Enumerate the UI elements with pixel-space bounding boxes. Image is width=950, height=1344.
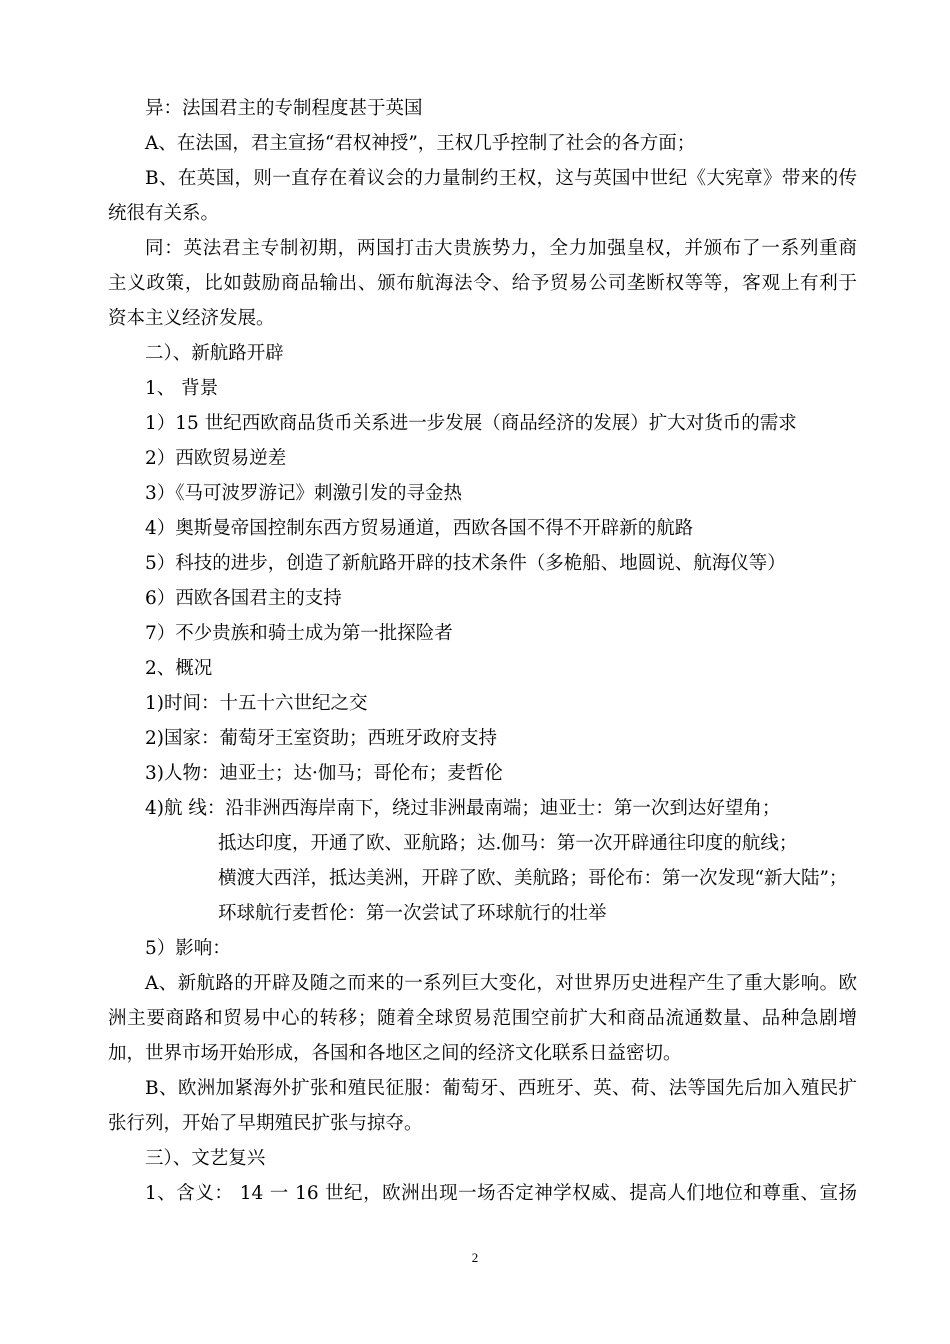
list-item: 2)国家：葡萄牙王室资助；西班牙政府支持 <box>145 728 497 749</box>
text-line: 张行列，开始了早期殖民扩张与掠夺。 <box>108 1113 423 1134</box>
list-item: 1）15 世纪西欧商品货币关系进一步发展（商品经济的发展）扩大对货币的需求 <box>145 413 797 434</box>
list-item: 2）西欧贸易逆差 <box>145 448 287 469</box>
text-line: 异：法国君主的专制程度甚于英国 <box>145 98 423 119</box>
list-item: 3）《马可波罗游记》刺激引发的寻金热 <box>145 483 463 504</box>
section-heading: 二）、新航路开辟 <box>145 343 284 364</box>
text-line: A、新航路的开辟及随之而来的一系列巨大变化，对世界历史进程产生了重大影响。欧 <box>145 973 857 994</box>
text-line: B、欧洲加紧海外扩张和殖民征服：葡萄牙、西班牙、英、荷、法等国先后加入殖民扩 <box>145 1078 857 1099</box>
subsection-heading: 2、概况 <box>145 658 213 679</box>
section-heading: 三）、文艺复兴 <box>145 1148 266 1169</box>
text-line: 加，世界市场开始形成，各国和各地区之间的经济文化联系日益密切。 <box>108 1043 682 1064</box>
list-item: 1)时间：十五十六世纪之交 <box>145 693 368 714</box>
list-item: 7）不少贵族和骑士成为第一批探险者 <box>145 623 453 644</box>
page-number: 2 <box>471 1250 479 1265</box>
list-item: 4）奥斯曼帝国控制东西方贸易通道，西欧各国不得不开辟新的航路 <box>145 518 694 539</box>
text-line: A、在法国，君主宣扬“君权神授”，王权几乎控制了社会的各方面； <box>145 133 696 154</box>
list-item: 5）科技的进步，创造了新航路开辟的技术条件（多桅船、地圆说、航海仪等） <box>145 553 786 574</box>
list-item-continuation: 横渡大西洋，抵达美洲，开辟了欧、美航路；哥伦布：第一次发现“新大陆”； <box>218 868 848 889</box>
text-line: 资本主义经济发展。 <box>108 308 275 329</box>
text-line: 统很有关系。 <box>108 203 220 224</box>
list-item: 5）影响： <box>145 938 231 959</box>
subsection-heading: 1、 背景 <box>145 378 219 399</box>
list-item-continuation: 抵达印度，开通了欧、亚航路；达.伽马：第一次开辟通往印度的航线； <box>218 833 798 854</box>
text-line: 1、含义： 14 一 16 世纪，欧洲出现一场否定神学权威、提高人们地位和尊重、宣扬 <box>145 1183 857 1204</box>
list-item: 4)航 线：沿非洲西海岸南下，绕过非洲最南端；迪亚士：第一次到达好望角； <box>145 798 781 819</box>
list-item-continuation: 环球航行麦哲伦：第一次尝试了环球航行的壮举 <box>218 903 607 924</box>
list-item: 6）西欧各国君主的支持 <box>145 588 342 609</box>
text-line: B、在英国，则一直存在着议会的力量制约王权，这与英国中世纪《大宪章》带来的传 <box>145 168 857 189</box>
text-line: 主义政策，比如鼓励商品输出、颁布航海法令、给予贸易公司垄断权等等，客观上有利于 <box>108 273 857 294</box>
text-line: 洲主要商路和贸易中心的转移；随着全球贸易范围空前扩大和商品流通数量、品种急剧增 <box>108 1008 857 1029</box>
list-item: 3)人物：迪亚士；达·伽马；哥伦布；麦哲伦 <box>145 763 503 784</box>
text-line: 同：英法君主专制初期，两国打击大贵族势力，全力加强皇权，并颁布了一系列重商 <box>145 238 857 259</box>
